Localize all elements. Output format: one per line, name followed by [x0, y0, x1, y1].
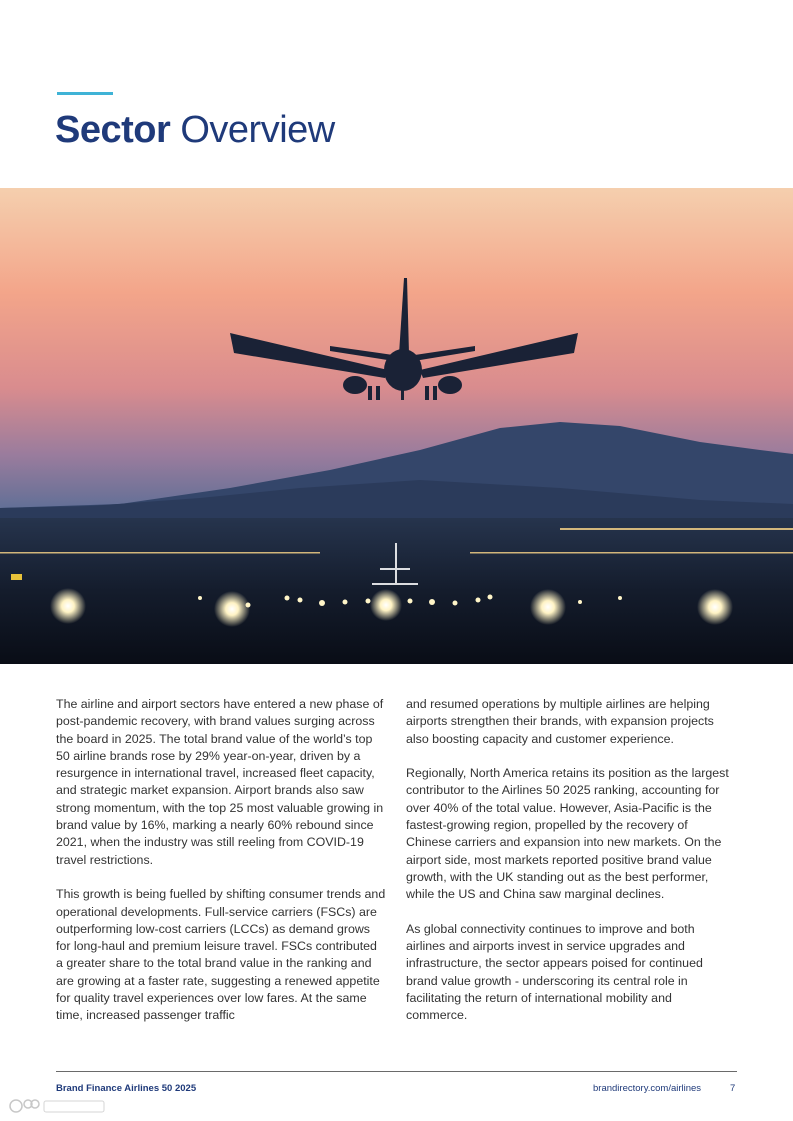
page-title-bold: Sector: [55, 109, 171, 151]
body-column-left: [56, 696, 386, 1042]
page-title-rest: Overview: [180, 109, 335, 151]
title-accent-line: [57, 92, 113, 95]
footer-divider: [56, 1071, 737, 1072]
footer-report-name: Brand Finance Airlines 50 2025: [56, 1083, 197, 1094]
body-paragraph: As global connectivity continues to improve and both airlines and airports invest in service upgrades and infrastructure, the sector appears poised for continued brand value growth - underscoring its central role in facilitating the return of international mobility and commerce.: [406, 921, 703, 1023]
watermark-logo-icon: [8, 1096, 108, 1116]
body-paragraph: Regionally, North America retains its position as the largest contributor to the Airlines 50 2025 ranking, accounting for over 40% of the total value. However, Asia-Pacific is the fastest-growing region, propelled by the recovery of Chinese carriers and expansion into new markets. On the airport side, most markets reported positive brand value growth, with the UK standing out as the best performer, while the US and China saw marginal declines.: [406, 766, 729, 902]
body-paragraph: and resumed operations by multiple airlines are helping airports strengthen their brands, with expansion projects also boosting capacity and customer experience.: [406, 697, 714, 746]
airplane-landing-at-dusk-photo-icon: [0, 188, 793, 664]
body-paragraph: The airline and airport sectors have entered a new phase of post-pandemic recovery, with brand values surging across the board in 2025. The total brand value of the world’s top 50 airline brands rose by 29% year-on-year, driven by a resurgence in international travel, increased fleet capacity, and strategic market expansion. Airport brands also saw strong momentum, with the top 25 most valuable growing in brand value by 16%, marking a nearly 60% rebound since 2021, when the industry was still reeling from COVID-19 travel restrictions.: [56, 697, 384, 867]
page-title: [55, 106, 335, 154]
page-number: 7: [730, 1083, 736, 1094]
body-paragraph: This growth is being fuelled by shifting consumer trends and operational developments. Full-service carriers (FSCs) are outperforming low-cost carriers (LCCs) as demand grows for long-haul and premium leisure travel. FSCs contributed a greater share to the total brand value in the ranking and are growing at a faster rate, suggesting a renewed appetite for quality travel experiences over low fares. At the same time, increased passenger traffic: [56, 887, 386, 1023]
watermark-logo: [8, 1096, 108, 1116]
footer-url[interactable]: brandirectory.com/airlines: [593, 1083, 702, 1094]
hero-photo: [0, 188, 793, 664]
body-column-right: [406, 696, 736, 1042]
